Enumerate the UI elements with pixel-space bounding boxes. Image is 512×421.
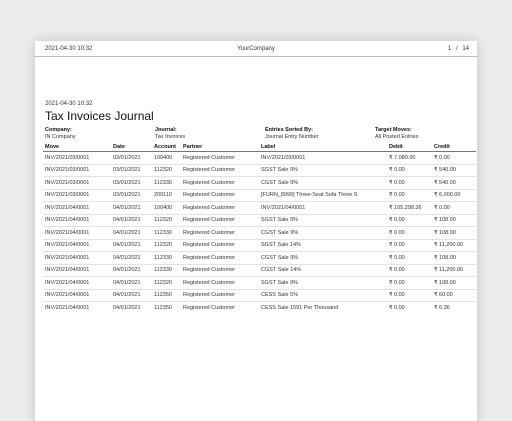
- filter-value: IN Company: [45, 134, 76, 140]
- cell-debit: ₹ 0.00: [387, 264, 432, 277]
- report-title: Tax Invoices Journal: [45, 109, 154, 123]
- cell-credit: ₹ 108.00: [432, 214, 476, 227]
- cell-credit: ₹ 540.00: [432, 177, 476, 190]
- cell-label: CESS Sale 1591 Per Thousand: [259, 302, 387, 314]
- cell-date: 04/01/2021: [111, 202, 152, 215]
- column-header-label: Label: [259, 143, 387, 152]
- page-current: 1: [447, 46, 452, 52]
- table-header-row: [43, 143, 476, 152]
- cell-partner: Registered Customer: [181, 177, 259, 190]
- cell-date: 04/01/2021: [111, 214, 152, 227]
- column-header-account: Account: [152, 143, 181, 152]
- cell-label: CGST Sale 9%: [259, 252, 387, 265]
- cell-move: INV/2021/04/0001: [43, 302, 111, 314]
- table-row: [43, 252, 476, 265]
- cell-label: SGST Sale 9%: [259, 164, 387, 177]
- cell-credit: ₹ 6,000.00: [432, 189, 476, 202]
- report-filters: [35, 127, 477, 143]
- table-row: [43, 277, 476, 290]
- cell-debit: ₹ 0.00: [387, 302, 432, 314]
- cell-partner: Registered Customer: [181, 277, 259, 290]
- cell-account: 100400: [154, 154, 173, 161]
- cell-account: 112330: [152, 227, 181, 240]
- report-date: 2021-04-30 10:32: [45, 101, 93, 107]
- cell-label: CGST Sale 9%: [259, 227, 387, 240]
- cell-credit: ₹ 0.00: [432, 202, 476, 215]
- cell-account: 112330: [152, 264, 181, 277]
- cell-credit: ₹ 11,200.00: [432, 264, 476, 277]
- cell-account: 112330: [152, 177, 181, 190]
- journal-lines-table: [43, 143, 476, 314]
- cell-account: 112320: [152, 277, 181, 290]
- page-counter: [445, 46, 469, 52]
- cell-debit: ₹ 0.00: [387, 189, 432, 202]
- filter-value: Tax Invoices: [155, 134, 186, 140]
- filter-value: Journal Entry Number: [265, 134, 319, 140]
- cell-date: 03/01/2021: [111, 164, 152, 177]
- column-header-move: Move: [43, 143, 111, 152]
- table-row: [43, 214, 476, 227]
- cell-label: [FURN_8999] Three-Seat Sofa Three S: [259, 189, 387, 202]
- cell-label: SGST Sale 14%: [259, 239, 387, 252]
- filter-company: [45, 127, 76, 141]
- cell-account: 200110: [152, 189, 181, 202]
- table-body: [43, 152, 476, 314]
- cell-debit: ₹ 0.00: [387, 177, 432, 190]
- cell-debit: ₹ 7,080.00: [389, 154, 416, 161]
- header-divider: [35, 56, 477, 57]
- cell-account: 112320: [152, 239, 181, 252]
- cell-account: 112330: [152, 252, 181, 265]
- column-header-partner: Partner: [181, 143, 259, 152]
- cell-credit: ₹ 11,200.00: [432, 239, 476, 252]
- cell-move: INV/2021/03/0001: [45, 154, 90, 161]
- cell-date: 04/01/2021: [111, 289, 152, 302]
- cell-credit: ₹ 60.00: [432, 289, 476, 302]
- table-row: [43, 189, 476, 202]
- cell-label: CESS Sale 5%: [259, 289, 387, 302]
- cell-partner: Registered Customer: [183, 154, 235, 161]
- table-row: [43, 264, 476, 277]
- cell-move: INV/2021/04/0001: [43, 202, 111, 215]
- filter-label: Entries Sorted By:: [265, 127, 313, 133]
- cell-partner: Registered Customer: [181, 289, 259, 302]
- filter-label: Company:: [45, 127, 72, 133]
- cell-move: INV/2021/04/0001: [43, 227, 111, 240]
- cell-date: 03/01/2021: [111, 189, 152, 202]
- cell-move: INV/2021/04/0001: [43, 289, 111, 302]
- cell-label: CGST Sale 14%: [259, 264, 387, 277]
- cell-debit: ₹ 0.00: [387, 289, 432, 302]
- company-name: YourCompany: [237, 46, 275, 52]
- cell-move: INV/2021/04/0001: [43, 277, 111, 290]
- cell-account: 112320: [152, 214, 181, 227]
- cell-partner: Registered Customer: [181, 239, 259, 252]
- report-page: [35, 41, 477, 421]
- page-total: 14: [462, 46, 469, 52]
- cell-date: 04/01/2021: [111, 302, 152, 314]
- table-row: [43, 152, 476, 165]
- filter-sort: [265, 127, 319, 141]
- filter-target-moves: [375, 127, 418, 141]
- cell-date: 04/01/2021: [111, 277, 152, 290]
- cell-label: SGST Sale 9%: [259, 277, 387, 290]
- cell-account: 112320: [152, 164, 181, 177]
- cell-partner: Registered Customer: [181, 302, 259, 314]
- filter-label: Target Moves:: [375, 127, 412, 133]
- cell-move: INV/2021/04/0001: [43, 214, 111, 227]
- cell-label: INV/2021/04/0001: [259, 202, 387, 215]
- table-row: [43, 289, 476, 302]
- cell-date: 04/01/2021: [111, 239, 152, 252]
- cell-credit: ₹ 108.00: [432, 252, 476, 265]
- cell-partner: Registered Customer: [181, 227, 259, 240]
- cell-partner: Registered Customer: [181, 252, 259, 265]
- cell-move: INV/2021/03/0001: [43, 189, 111, 202]
- cell-label: INV/2021/03/0001: [261, 154, 306, 161]
- cell-credit: ₹ 0.00: [434, 154, 450, 161]
- cell-credit: ₹ 108.00: [432, 277, 476, 290]
- cell-debit: ₹ 0.00: [387, 214, 432, 227]
- cell-move: INV/2021/04/0001: [43, 264, 111, 277]
- column-header-credit: Credit: [432, 143, 476, 152]
- column-header-date: Date: [111, 143, 152, 152]
- cell-debit: ₹ 0.00: [387, 252, 432, 265]
- cell-partner: Registered Customer: [181, 202, 259, 215]
- table-row: [43, 239, 476, 252]
- cell-move: INV/2021/03/0001: [43, 177, 111, 190]
- table-row: [43, 302, 476, 314]
- cell-move: INV/2021/04/0001: [43, 239, 111, 252]
- cell-partner: Registered Customer: [181, 189, 259, 202]
- cell-label: SGST Sale 9%: [259, 214, 387, 227]
- cell-account: 100400: [152, 202, 181, 215]
- cell-date: 03/01/2021: [111, 177, 152, 190]
- filter-label: Journal:: [155, 127, 177, 133]
- cell-partner: Registered Customer: [181, 164, 259, 177]
- cell-account: 112350: [152, 289, 181, 302]
- filter-value: All Posted Entries: [375, 134, 419, 140]
- cell-account: 112350: [152, 302, 181, 314]
- cell-debit: ₹ 0.00: [387, 277, 432, 290]
- cell-credit: ₹ 540.00: [432, 164, 476, 177]
- print-datetime: 2021-04-30 10:32: [45, 46, 93, 52]
- cell-debit: ₹ 0.00: [387, 239, 432, 252]
- table-row: [43, 177, 476, 190]
- cell-debit: ₹ 0.00: [387, 227, 432, 240]
- table-row: [43, 164, 476, 177]
- cell-move: INV/2021/03/0001: [43, 164, 111, 177]
- cell-credit: ₹ 108.00: [432, 227, 476, 240]
- cell-label: CGST Sale 9%: [259, 177, 387, 190]
- table-row: [43, 227, 476, 240]
- cell-partner: Registered Customer: [181, 214, 259, 227]
- column-header-debit: Debit: [387, 143, 432, 152]
- cell-date: 04/01/2021: [111, 264, 152, 277]
- cell-date: 04/01/2021: [111, 227, 152, 240]
- page-separator: /: [455, 46, 458, 52]
- cell-debit: ₹ 105,298.36: [387, 202, 432, 215]
- cell-move: INV/2021/04/0001: [43, 252, 111, 265]
- cell-partner: Registered Customer: [181, 264, 259, 277]
- table-row: [43, 202, 476, 215]
- filter-journal: [155, 127, 185, 141]
- cell-credit: ₹ 6.36: [432, 302, 476, 314]
- cell-date: 04/01/2021: [111, 252, 152, 265]
- cell-date: 03/01/2021: [113, 154, 141, 161]
- cell-debit: ₹ 0.00: [387, 164, 432, 177]
